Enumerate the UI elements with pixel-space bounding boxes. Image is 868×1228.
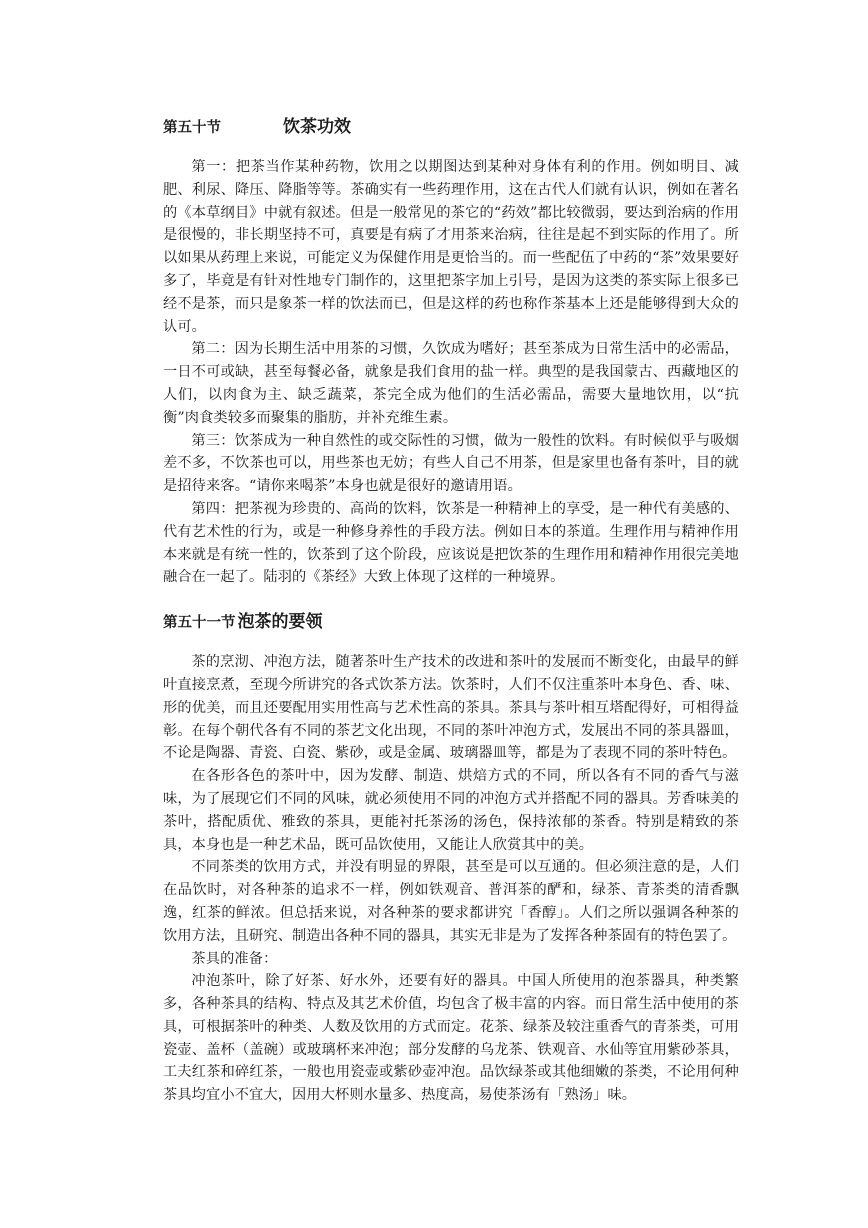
- paragraph: 第一：把茶当作某种药物，饮用之以期图达到某种对身体有利的作用。例如明目、减肥、利尿、降压、降脂等等。茶确实有一些药理作用，这在古代人们就有认识，例如在著名的《本草纲目》中就有叙述。但是一般常见的茶它的“药效”都比较微弱，要达到治病的作用是很慢的，非长期坚持不可，真要是有病了才用茶来治病，往往是起不到实际的作用了。所以如果从药理上来说，可能定义为保健作用是更恰当的。而一些配伍了中药的“茶”效果要好多了，毕竟是有针对性地专门制作的，这里把茶字加上引号，是因为这类的茶实际上很多已经不是茶，而只是象茶一样的饮法而已，但是这样的药也称作茶基本上还是能够得到大众的认可。: [163, 159, 739, 335]
- section-title: 饮茶功效: [283, 117, 351, 137]
- paragraph: 第四：把茶视为珍贵的、高尚的饮料，饮茶是一种精神上的享受，是一种代有美感的、代有艺术性的行为，或是一种修身养性的手段方法。例如日本的茶道。生理作用与精神作用本来就是有统一性的，饮茶到了这个阶段，应该说是把饮茶的生理作用和精神作用很完美地融合在一起了。陆羽的《茶经》大致上体现了这样的一种境界。: [163, 500, 739, 586]
- paragraph: 不同茶类的饮用方式，并没有明显的界限，甚至是可以互通的。但必须注意的是，人们在品饮时，对各种茶的追求不一样，例如铁观音、普洱茶的酽和，绿茶、青茶类的清香飘逸，红茶的鲜浓。但总括来说，对各种茶的要求都讲究「香醇」。人们之所以强调各种茶的饮用方法，且研究、制造出各种不同的器具，其实无非是为了发挥各种茶固有的特色罢了。: [163, 859, 739, 944]
- section-51: [163, 611, 739, 1107]
- document-page: [163, 112, 739, 1107]
- section-number: 第五十一节: [163, 615, 236, 632]
- section-title: 泡茶的要领: [237, 612, 323, 633]
- paragraph: 在各形各色的茶叶中，因为发酵、制造、烘焙方式的不同，所以各有不同的香气与滋味，为了展现它们不同的风味，就必须使用不同的冲泡方式并搭配不同的器具。芳香味美的茶叶，搭配质优、雅致的茶具，更能衬托茶汤的汤色，保持浓郁的茶香。特别是精致的茶具，本身也是一种艺术品，既可品饮使用，又能让人欣赏其中的美。: [163, 768, 739, 853]
- paragraph: 茶具的准备：: [191, 950, 278, 967]
- section-heading: [163, 116, 739, 146]
- section-50: [163, 116, 739, 589]
- paragraph: 冲泡茶叶，除了好茶、好水外，还要有好的器具。中国人所使用的泡茶器具，种类繁多，各种茶具的结构、特点及其艺术价值，均包含了极丰富的内容。而日常生活中使用的茶具，可根据茶叶的种类、人数及饮用的方式而定。花茶、绿茶及较注重香气的青茶类，可用瓷壶、盖杯（盖碗）或玻璃杯来冲泡；部分发酵的乌龙茶、铁观音、水仙等宜用紫砂茶具，工夫红茶和碎红茶，一般也用瓷壶或紫砂壶冲泡。品饮绿茶或其他细嫩的茶类，不论用何种茶具均宜小不宜大，因用大杯则水量多、热度高，易使茶汤有「熟汤」味。: [163, 973, 739, 1104]
- paragraph: 第二：因为长期生活中用茶的习惯，久饮成为嗜好；甚至茶成为日常生活中的必需品，一日不可或缺，甚至每餐必备，就象是我们食用的盐一样。典型的是我国蒙古、西藏地区的人们，以肉食为主、缺乏蔬菜，茶完全成为他们的生活必需品，需要大量地饮用，以“抗衡”肉食类较多而聚集的脂肪，并补充维生素。: [163, 341, 739, 426]
- section-heading: [163, 611, 739, 641]
- paragraph: 茶的烹沏、冲泡方法，随著茶叶生产技术的改进和茶叶的发展而不断变化，由最早的鲜叶直接烹煮，至现今所讲究的各式饮茶方法。饮茶时，人们不仅注重茶叶本身色、香、味、形的优美，而且还要配用实用性高与艺术性高的茶具。茶具与茶叶相互塔配得好，可相得益彰。在每个朝代各有不同的茶艺文化出现，不同的茶叶冲泡方式，发展出不同的茶具器皿，不论是陶器、青瓷、白瓷、紫砂，或是金属、玻璃器皿等，都是为了表现不同的茶叶特色。: [163, 654, 739, 762]
- section-number: 第五十节: [163, 120, 221, 136]
- paragraph: 第三：饮茶成为一种自然性的或交际性的习惯，做为一般性的饮料。有时候似乎与吸烟差不多，不饮茶也可以，用些茶也无妨；有些人自己不用茶，但是家里也备有茶叶，目的就是招待来客。“请你来喝茶”本身也就是很好的邀请用语。: [163, 432, 739, 495]
